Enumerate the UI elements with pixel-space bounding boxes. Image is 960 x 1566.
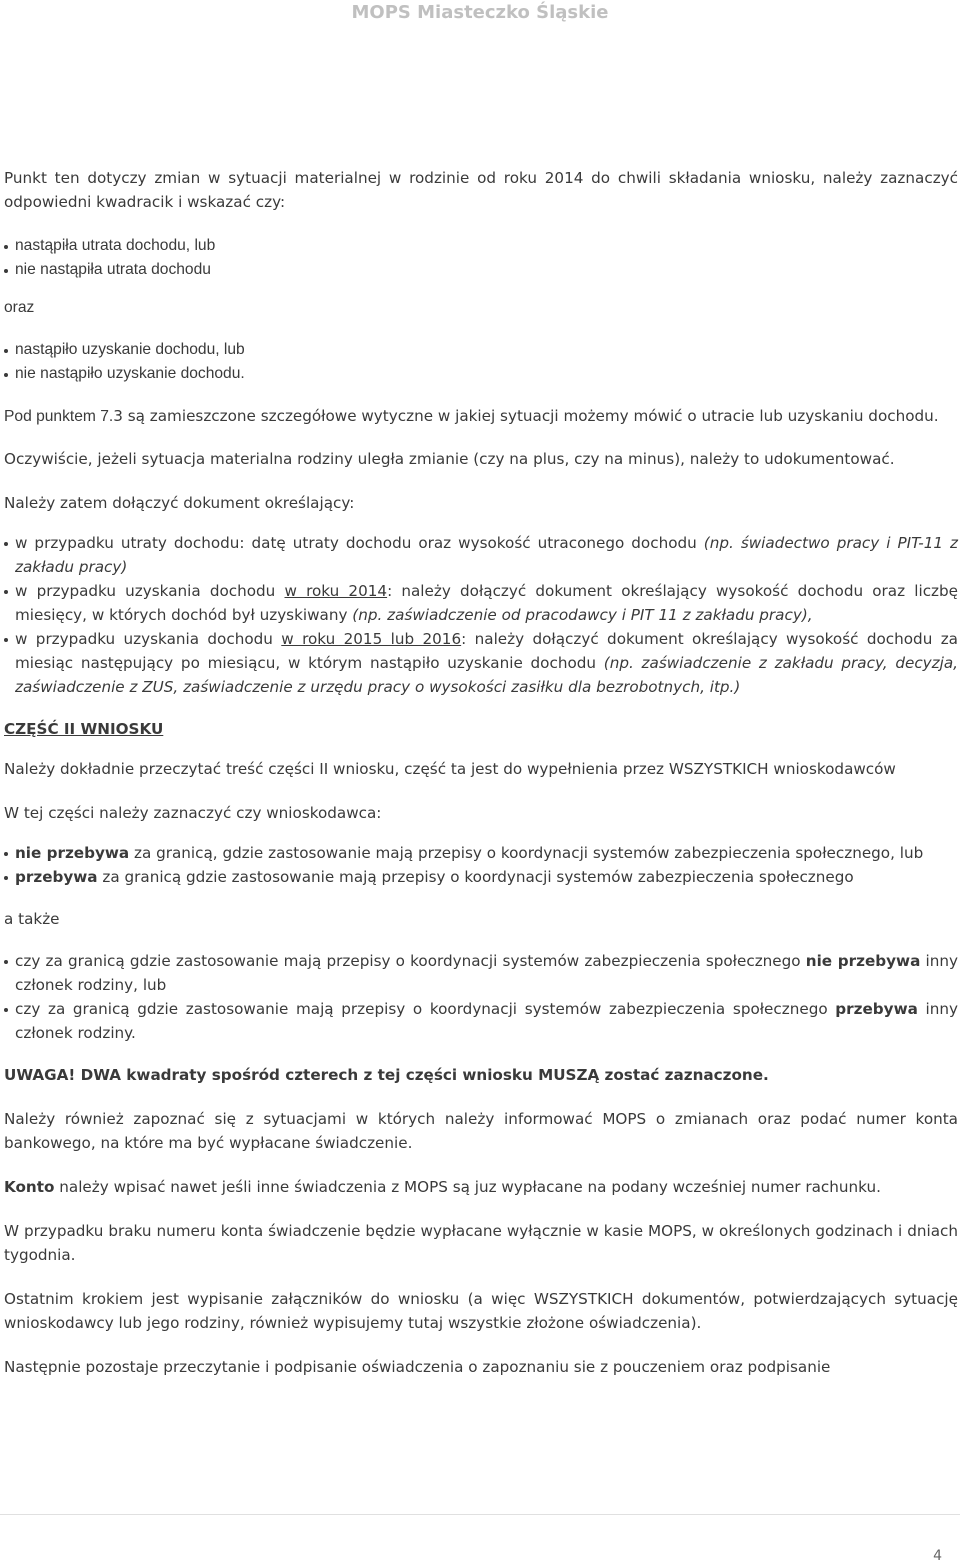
text-bold: Konto	[4, 1178, 55, 1196]
text-segment: za granicą gdzie zastosowanie mają przepisy o koordynacji systemów zabezpieczenia społecznego	[97, 868, 854, 886]
paragraph-read-part-2: Należy dokładnie przeczytać treść części II wniosku, część ta jest do wypełnienia przez WSZYSTKICH wnioskodawców	[4, 760, 896, 778]
list-income-gain	[4, 338, 958, 386]
text-bold: przebywa	[835, 1000, 918, 1018]
list-item	[4, 997, 958, 1045]
text-bold: przebywa	[15, 868, 98, 886]
paragraph-warning: UWAGA! DWA kwadraty spośród czterech z tej części wniosku MUSZĄ zostać zaznaczone.	[4, 1066, 769, 1084]
text-segment: w przypadku uzyskania dochodu	[15, 582, 285, 600]
text-italic: (np. zaświadczenie z zakładu pracy, decyzja, zaświadczenie z ZUS, zaświadczenie z urzędu pracy o wysokości zasiłku dla bezrobotnych, itp.)	[15, 654, 958, 696]
paragraph-no-account: W przypadku braku numeru konta świadczenie będzie wypłacane wyłącznie w kasie MOPS, w określonych godzinach i dniach tygodnia.	[4, 1222, 958, 1264]
page-number: 4	[933, 1548, 942, 1564]
list-item	[4, 949, 958, 997]
list-item	[4, 579, 958, 627]
list-item	[4, 531, 958, 579]
list-item	[4, 865, 958, 889]
paragraph-point-7-3	[4, 404, 958, 429]
text-segment: należy wpisać nawet jeśli inne świadczenia z MOPS są juz wypłacane na podany wcześniej numer rachunku.	[54, 1178, 881, 1196]
paragraph-attachments: Ostatnim krokiem jest wypisanie załączników do wniosku (a więc WSZYSTKICH dokumentów, potwierdzających sytuację wnioskodawcy lub jego rodziny, również wypisujemy tutaj wszystkie złożone oświadczenia).	[4, 1290, 958, 1332]
list-family-abroad	[4, 949, 958, 1045]
list-item: nastąpiło uzyskanie dochodu, lub	[4, 338, 958, 362]
paragraph-intro: Punkt ten dotyczy zmian w sytuacji materialnej w rodzinie od roku 2014 do chwili składania wniosku, należy zaznaczyć odpowiedni kwadracik i wskazać czy:	[4, 169, 958, 211]
text-segment: za granicą, gdzie zastosowanie mają przepisy o koordynacji systemów zabezpieczenia społecznego, lub	[129, 844, 924, 862]
paragraph-mark-applicant: W tej części należy zaznaczyć czy wnioskodawca:	[4, 804, 382, 822]
text-bold: nie przebywa	[15, 844, 130, 862]
text-underlined: w roku 2015 lub 2016	[281, 630, 462, 648]
text-segment: czy za granicą gdzie zastosowanie mają przepisy o koordynacji systemów zabezpieczenia społecznego	[15, 1000, 836, 1018]
paragraph-oraz: oraz	[4, 299, 35, 316]
text-segment: inny członek rodziny, lub	[15, 952, 958, 994]
text-segment: 3 są zamieszczone szczegółowe wytyczne w jakiej sytuacji możemy mówić o utracie lub uzyskaniu dochodu.	[113, 407, 939, 425]
paragraph-attach-document: Należy zatem dołączyć dokument określający:	[4, 494, 355, 512]
text-segment: w przypadku uzyskania dochodu	[15, 630, 282, 648]
document-body	[4, 166, 958, 1399]
text-underlined: w roku 2014	[284, 582, 388, 600]
list-item: nie nastąpiła utrata dochodu	[4, 258, 958, 282]
list-applicant-abroad	[4, 841, 958, 889]
list-item: nie nastąpiło uzyskanie dochodu.	[4, 362, 958, 386]
paragraph-account	[4, 1175, 958, 1199]
list-item	[4, 841, 958, 865]
page-header-title: MOPS Miasteczko Śląskie	[351, 2, 609, 23]
text-segment: inny członek rodziny.	[15, 1000, 958, 1042]
section-heading-part-2: CZĘŚĆ II WNIOSKU	[4, 720, 164, 738]
text-segment: w przypadku utraty dochodu: datę utraty dochodu oraz wysokość utraconego dochodu	[15, 534, 704, 552]
text-segment: : należy dołączyć dokument określający wysokość dochodu oraz liczbę miesięcy, w których dochód był uzyskiwany	[15, 582, 958, 624]
list-item	[4, 627, 958, 699]
paragraph-a-takze: a także	[4, 910, 60, 928]
text-segment: : należy dołączyć dokument określający wysokość dochodu za miesiąc następujący po miesiącu, w którym nastąpiło uzyskanie dochodu	[15, 630, 958, 672]
text-italic: (np. świadectwo pracy i PIT-11 z zakładu pracy)	[15, 534, 959, 576]
page-footer-divider	[0, 1514, 960, 1515]
text-segment: czy za granicą gdzie zastosowanie mają przepisy o koordynacji systemów zabezpieczenia społecznego	[15, 952, 806, 970]
text-italic: (np. zaświadczenie od pracodawcy i PIT 11 z zakładu pracy),	[352, 606, 813, 624]
text-segment: Pod punktem 7.	[4, 408, 114, 425]
paragraph-documentation: Oczywiście, jeżeli sytuacja materialna rodziny uległa zmianie (czy na plus, czy na minus), należy to udokumentować.	[4, 450, 895, 468]
paragraph-final-step: Następnie pozostaje przeczytanie i podpisanie oświadczenia o zapoznaniu sie z pouczeniem oraz podpisanie	[4, 1358, 831, 1376]
list-item: nastąpiła utrata dochodu, lub	[4, 234, 958, 258]
list-income-loss	[4, 234, 958, 282]
paragraph-inform-mops: Należy również zapoznać się z sytuacjami w których należy informować MOPS o zmianach oraz podać numer konta bankowego, na które ma być wypłacane świadczenie.	[4, 1110, 958, 1152]
text-bold: nie przebywa	[805, 952, 921, 970]
list-required-documents	[4, 531, 958, 699]
